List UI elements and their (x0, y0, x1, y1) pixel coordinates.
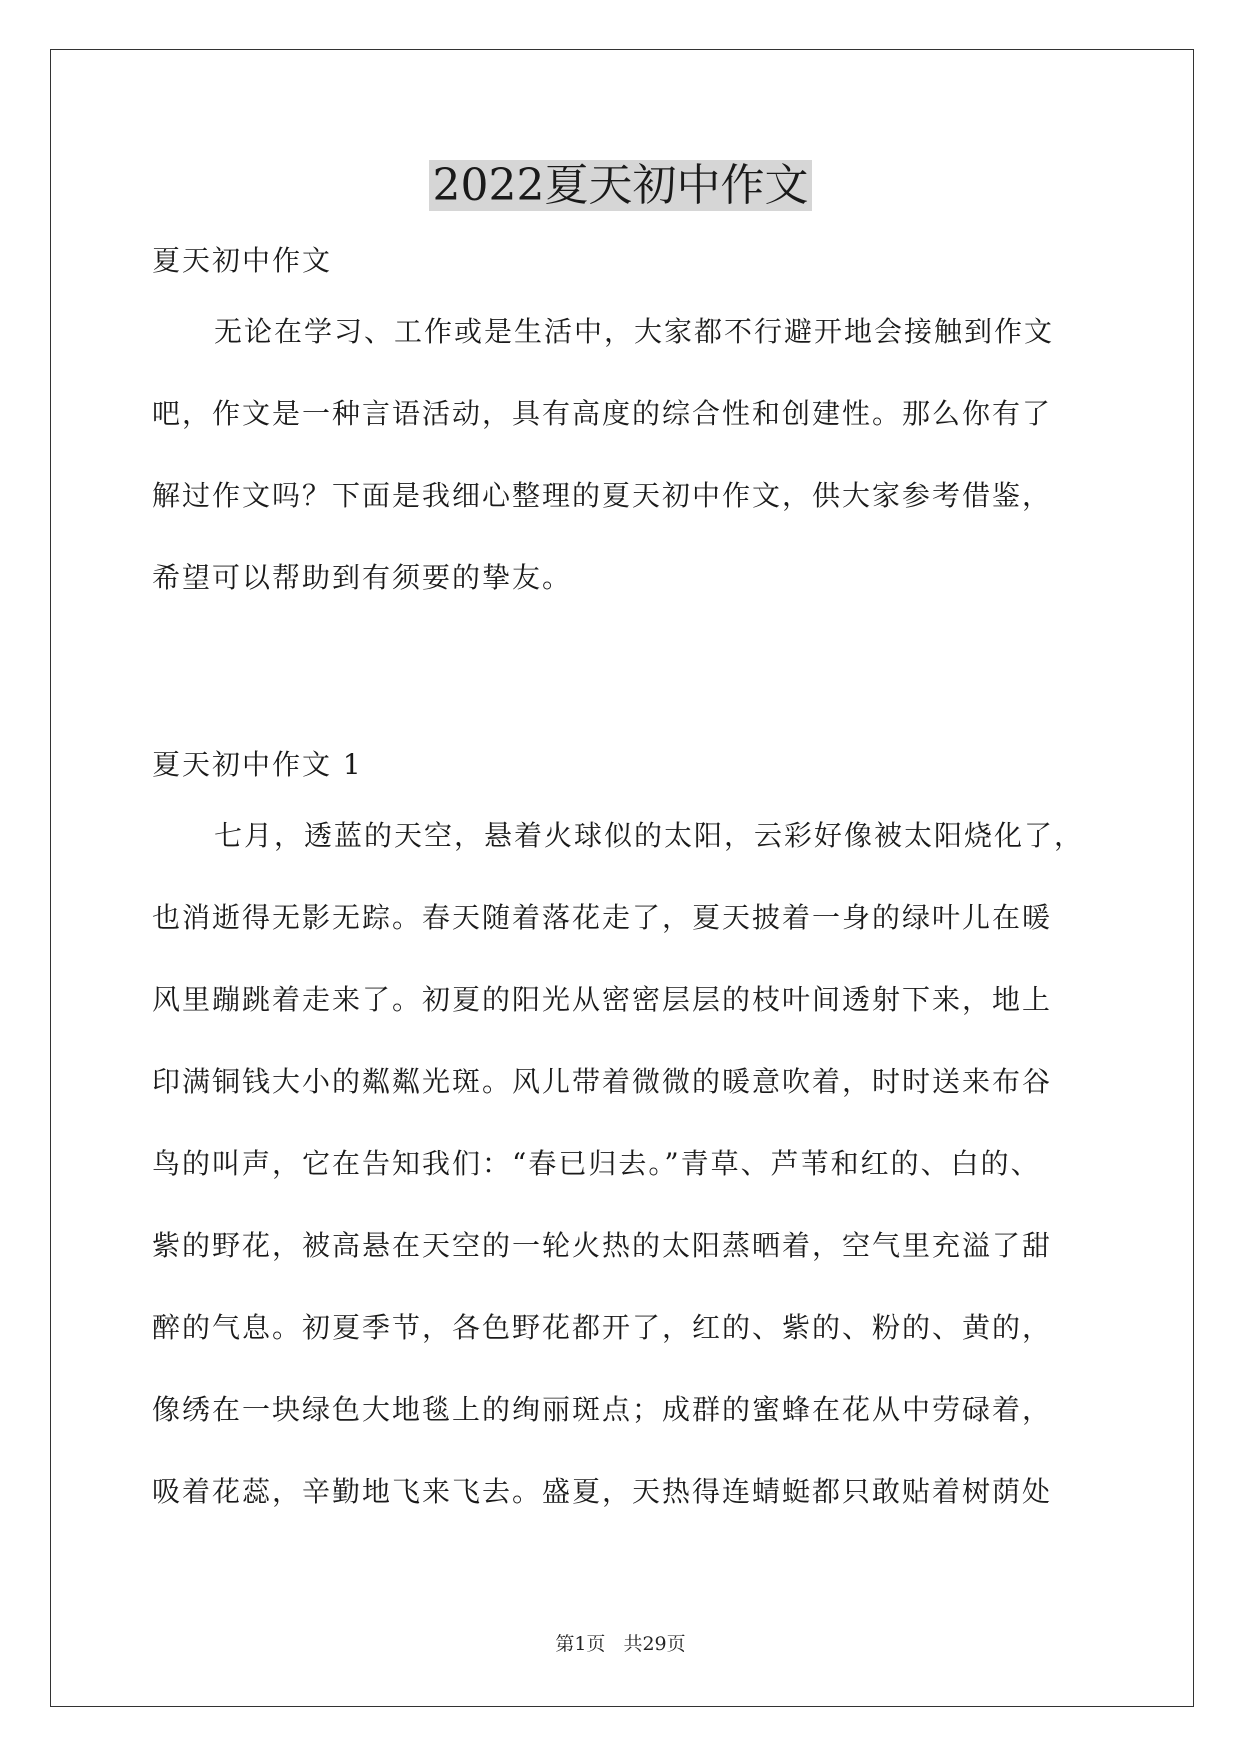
paragraph-line: 紫的野花，被高悬在天空的一轮火热的太阳蒸晒着，空气里充溢了甜 (152, 1229, 1053, 1262)
paragraph-line: 醉的气息。初夏季节，各色野花都开了，红的、紫的、粉的、黄的， (152, 1311, 1053, 1344)
document-subtitle-block (152, 231, 1102, 291)
paragraph-line: 风里蹦跳着走来了。初夏的阳光从密密层层的枝叶间透射下来，地上 (152, 983, 1053, 1016)
paragraph-line: 也消逝得无影无踪。春天随着落花走了，夏天披着一身的绿叶儿在暖 (152, 901, 1053, 934)
paragraph-line: 像绣在一块绿色大地毯上的绚丽斑点；成群的蜜蜂在花从中劳碌着， (152, 1393, 1053, 1426)
current-page-number: 第1页 (555, 1633, 606, 1655)
total-page-count: 共29页 (623, 1633, 686, 1655)
section-heading-block (152, 735, 1102, 795)
document-subtitle: 夏天初中作文 (152, 244, 333, 277)
paragraph-line: 鸟的叫声，它在告知我们：“春已归去。”青草、芦苇和红的、白的、 (152, 1147, 1041, 1180)
document-title (0, 154, 1241, 218)
paragraph-line: 七月，透蓝的天空，悬着火球似的太阳，云彩好像被太阳烧化了， (214, 819, 1085, 852)
paragraph-line: 希望可以帮助到有须要的挚友。 (152, 561, 573, 594)
intro-paragraph (152, 291, 1102, 619)
page-footer (0, 1630, 1241, 1658)
document-title-text: 2022夏天初中作文 (429, 160, 813, 211)
paragraph-line: 无论在学习、工作或是生活中，大家都不行避开地会接触到作文 (214, 315, 1055, 348)
section-paragraph (152, 795, 1102, 1533)
paragraph-line: 吧，作文是一种言语活动，具有高度的综合性和创建性。那么你有了 (152, 397, 1053, 430)
paragraph-line: 吸着花蕊，辛勤地飞来飞去。盛夏，天热得连蜻蜓都只敢贴着树荫处 (152, 1475, 1053, 1508)
paragraph-line: 解过作文吗？下面是我细心整理的夏天初中作文，供大家参考借鉴， (152, 479, 1053, 512)
section-heading: 夏天初中作文 1 (152, 748, 363, 781)
paragraph-line: 印满铜钱大小的粼粼光斑。风儿带着微微的暖意吹着，时时送来布谷 (152, 1065, 1053, 1098)
